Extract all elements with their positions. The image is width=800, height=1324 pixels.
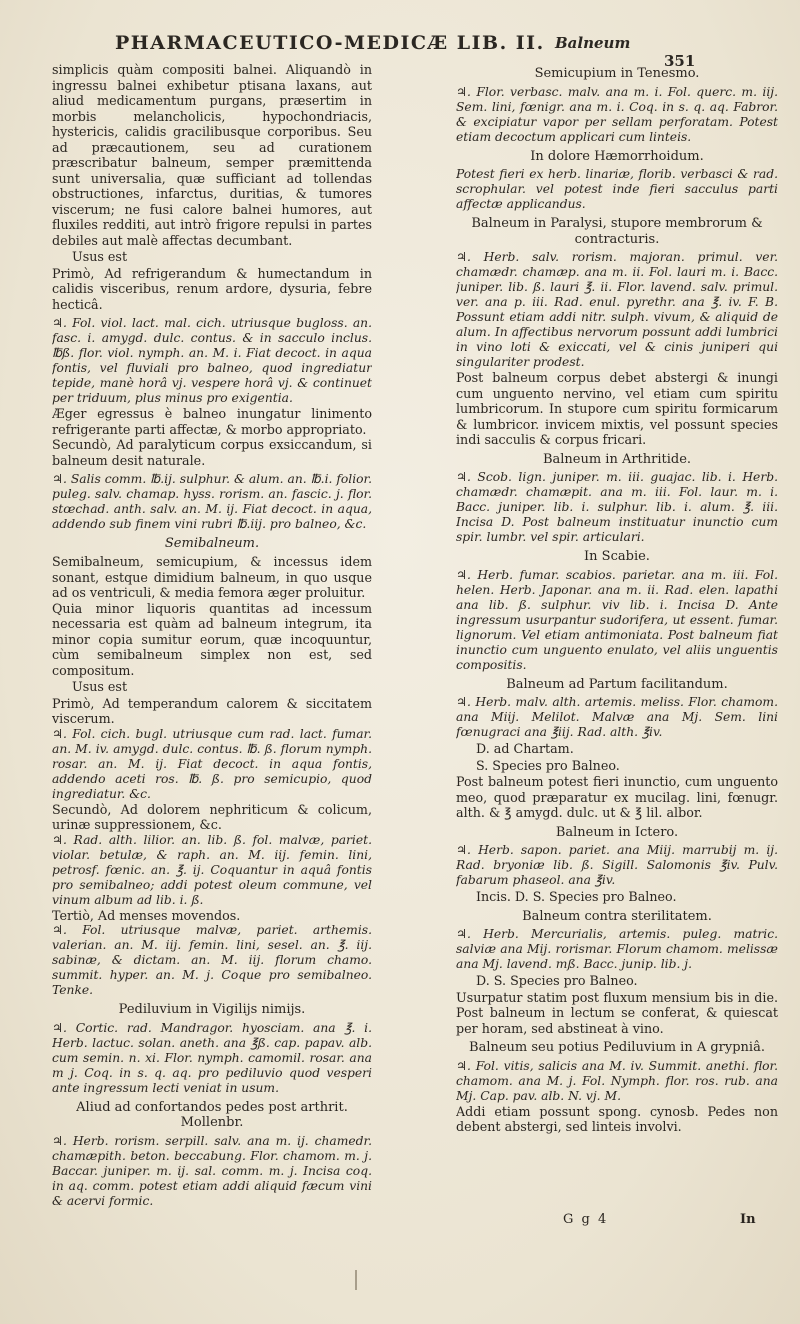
section-heading: Balneum in Ictero.	[555, 824, 679, 840]
recipe: ♃. Fol. utriusque malvæ, pariet. arthemis. valerian. an. M. iij. femin. lini, sesel. an. ℥. iij. sabinæ, & dictam. an. M. iij. florum chamo. summit. hyper. an. M. j. Coque pro semibalneo. Tenke.	[52, 923, 372, 997]
paragraph: Secundò, Ad paralyticum corpus exsiccandum, si balneum desit naturale.	[52, 437, 372, 468]
catchword: In	[740, 1212, 756, 1227]
page-footer	[0, 1208, 800, 1238]
page-header	[0, 32, 800, 70]
paragraph: Usurpatur statim post fluxum mensium bis in die. Post balneum in lectum se conferat, & quiescat per horam, sed abstineat à vino.	[456, 989, 778, 1036]
paragraph: Post balneum potest fieri inunctio, cum unguento meo, quod præparatur ex mucilag. lini, fœnugr. alth. & ℥ amygd. dulc. ut & ℥ lil. albor.	[456, 774, 778, 820]
section-heading: Pediluvium in Vigilijs nimijs.	[118, 1002, 306, 1017]
section-heading: Semicupium in Tenesmo.	[534, 66, 700, 81]
recipe: ♃. Cortic. rad. Mandragor. hyosciam. ana ℥. i. Herb. lactuc. solan. aneth. ana ℥ß. cap. papav. alb. cum semin. n. xi. Flor. nymph. camomil. rosar. ana m j. Coq. in s. q. aq. pro pediluvio quod vesperi ante ingressum lecti veniat in usum.	[52, 1020, 372, 1095]
subheading: Usus est	[72, 249, 128, 264]
section-heading: Aliud ad confortandos pedes post arthrit. Mollenbr.	[76, 1099, 348, 1130]
recipe: ♃. Herb. rorism. serpill. salv. ana m. ij. chamedr. chamæpith. beton. beccabung. Flor. chamom. m. j. Baccar. juniper. m. ij. sal. comm. m. j. Incisa coq. in aq. comm. potest etiam addi aliquid fæcum vini & acervi formic.	[52, 1133, 372, 1208]
section-title: Balneum	[555, 34, 631, 52]
signature-mark: G g 4	[563, 1212, 609, 1227]
recipe: ♃. Salis comm. ℔.ij. sulphur. & alum. an. ℔.i. folior. puleg. salv. chamap. hyss. rorism. an. fasciс. j. flor. stœchad. anth. salv. an. M. ij. Fiat decoct. in aqua, addendo sub finem vini rubri ℔.iij. pro balneo, &c.	[52, 472, 372, 531]
paragraph: Post balneum corpus debet abstergi & inungi cum unguento nervino, vel etiam cum spiritu lumbricorum. In stupore cum spiritu formicarum & lumbricor. invicem mixtis, vel possunt species indi sacculis & corpus fricari.	[456, 370, 778, 447]
paragraph: Quia minor liquoris quantitas ad incessum necessaria est quàm ad balneum integrum, ita minor copia sumitur eorum, quæ incoquuntur, cùm semibalneum simplex non est, sed compositum.	[52, 600, 372, 678]
left-column	[52, 62, 372, 1222]
paragraph: Primò, Ad refrigerandum & humectandum in calidis visceribus, renum ardore, dysuria, febre hecticâ.	[52, 265, 372, 312]
paragraph: Æger egressus è balneo inungatur linimento refrigerante parti affectæ, & morbo appropriato.	[52, 406, 372, 437]
recipe: ♃. Fol. cich. bugl. utriusque cum rad. lact. fumar. an. M. iv. amygd. dulc. contus. ℔. ß. florum nymph. rosar. an. M. ij. Fiat decoct. in aqua fontis, addendo aceti ros. ℔. ß. pro semicupio, quod ingrediatur. &c.	[52, 726, 372, 801]
section-heading: Balneum contra sterilitatem.	[522, 908, 712, 924]
recipe: Potest fieri ex herb. linariæ, florib. verbasci & rad. scrophular. vel potest inde fieri sacculus parti affectæ applicandus.	[456, 167, 778, 211]
recipe: ♃. Herb. salv. rorism. majoran. primul. ver. chamædr. chamæp. ana m. ii. Fol. lauri m. i. Bacc. juniper. lib. ß. lauri ℥. ii. Flor. lavend. salv. primul. ver. ana p. iii. Rad. enul. pyrethr. ana ℥. iv. F. B. Possunt etiam addi nitr. sulph. vivum, & aliquid de alum. In affectibus nervorum possunt addi lumbrici in vino loti & exiccati, vel & cinis juniperi qui singulariter prodest.	[456, 250, 778, 369]
recipe: ♃. Fol. viol. lact. mal. cich. utriusque bugloss. an. fasc. i. amygd. dulc. contus. & in sacculo inclus. ℔ß. flor. viol. nymph. an. M. i. Fiat decoct. in aqua fontis, vel fluviali pro balneo, quod ingrediatur tepide, manè horâ vj. vespere horâ vj. & continuet per triduum, plus minus pro exigentia.	[52, 316, 372, 405]
subheading: D. S. Species pro Balneo.	[476, 973, 638, 988]
recipe: ♃. Herb. sapon. pariet. ana Miij. marrubij m. ij. Rad. bryoniæ lib. ß. Sigill. Salomonis ℥iv. Pulv. fabarum phaseol. ana ℥iv.	[456, 843, 778, 887]
recipe: ♃. Fol. vitis, salicis ana M. iv. Summit. anethi. flor. chamom. ana M. j. Fol. Nymph. flor. ros. rub. ana Mj. Cap. pav. alb. N. vj. M.	[456, 1058, 778, 1103]
section-heading: In Scabie.	[584, 549, 650, 564]
recipe: ♃. Herb. malv. alth. artemis. meliss. Flor. chamom. ana Miij. Melilot. Malvæ ana Mj. Sem. lini fœnugraci ana ℥iij. Rad. alth. ℥iv.	[456, 695, 778, 739]
section-heading: Balneum in Paralysi, stupore membrorum & contracturis.	[471, 216, 763, 247]
paragraph: Primò, Ad temperandum calorem & siccitatem viscerum.	[52, 695, 372, 726]
paragraph: Secundò, Ad dolorem nephriticum & colicum, urinæ suppressionem, &c.	[52, 801, 372, 832]
right-column	[456, 62, 778, 1222]
recipe: ♃. Rad. alth. lilior. an. lib. ß. fol. malvæ, pariet. violar. betulæ, & raph. an. M. iij. femin. lini, petrosf. fœnic. an. ℥. ij. Coquantur in aquâ fontis pro semibalneo; addi potest oleum commune, vel vinum album ad lib. i. ß.	[52, 832, 372, 907]
subheading: Usus est	[72, 679, 128, 694]
section-heading: Balneum ad Partum facilitandum.	[506, 676, 728, 692]
section-heading: Semibalneum.	[164, 536, 260, 551]
paper-mark	[355, 1270, 357, 1290]
paragraph: Tertiò, Ad menses movendos.	[52, 907, 241, 923]
paragraph: simplicis quàm compositi balnei. Aliquandò in ingressu balnei exhibetur ptisana laxans, aut aliud medicamentum purgans, præsertim in morbis melancholicis, hypochondriacis, hystericis, calidis gracilibusque corporibus. Seu ad præcautionem, seu ad curationem præscribatur balneum, semper præmittenda sunt universalia, quæ sufficiant ad tollendas obstructiones, infarctus, duritias, & tumores viscerum; ne fusi calore balnei humores, aut fluxiles redditi, aut intrò frigore repulsi in partes debiles aut malè affectas decumbant.	[52, 62, 372, 248]
running-head: PHARMACEUTICO-MEDICÆ LIB. II.	[115, 32, 545, 54]
subheading: D. ad Chartam.	[476, 741, 574, 756]
section-heading: In dolore Hæmorrhoidum.	[530, 148, 704, 164]
recipe: ♃. Herb. fumar. scabios. parietar. ana m. iii. Fol. helen. Herb. Japonar. ana m. ii. Rad. elen. lapathi ana lib. ß. sulphur. viv lib. i. Incisa D. Ante ingressum usurpantur sudorifera, ut essent. fumar. lignorum. Vel etiam antimoniata. Post balneum fiat inunctio cum unguento enulato, vel aliis unguentis compositis.	[456, 567, 778, 672]
paragraph: Semibalneum, semicupium, & incessus idem sonant, estque dimidium balneum, in quo usque ad os ventriculi, & media femora æger proluitur.	[52, 554, 372, 600]
recipe: ♃. Herb. Mercurialis, artemis. puleg. matric. salviæ ana Mij. rorismar. Florum chamom. melissæ ana Mj. lavend. mß. Bacc. junip. lib. j.	[456, 927, 778, 971]
section-heading: Balneum seu potius Pediluvium in A grypniâ.	[469, 1040, 765, 1055]
section-heading: Balneum in Arthritide.	[542, 451, 692, 467]
page-number: 351	[664, 52, 696, 70]
recipe: ♃. Scob. lign. juniper. m. iii. guajac. lib. i. Herb. chamædr. chamæpit. ana m. iii. Fol. laur. m. i. Bacc. juniper. lib. i. sulphur. lib. i. alum. ℥. iii. Incisa D. Post balneum instituatur inunctio cum spir. lumbr. vel spir. articulari.	[456, 470, 778, 544]
subheading: S. Species pro Balneo.	[476, 757, 620, 773]
recipe: ♃. Flor. verbasc. malv. ana m. i. Fol. querc. m. iij. Sem. lini, fœnigr. ana m. i. Coq. in s. q. aq. Fabror. & excipiatur vapor per sellam perforatam. Potest etiam decoctum applicari cum linteis.	[456, 84, 778, 144]
subheading: Incis. D. S. Species pro Balneo.	[476, 889, 677, 904]
paragraph: Addi etiam possunt spong. cynosb. Pedes non debent abstergi, sed linteis involvi.	[456, 1103, 778, 1134]
